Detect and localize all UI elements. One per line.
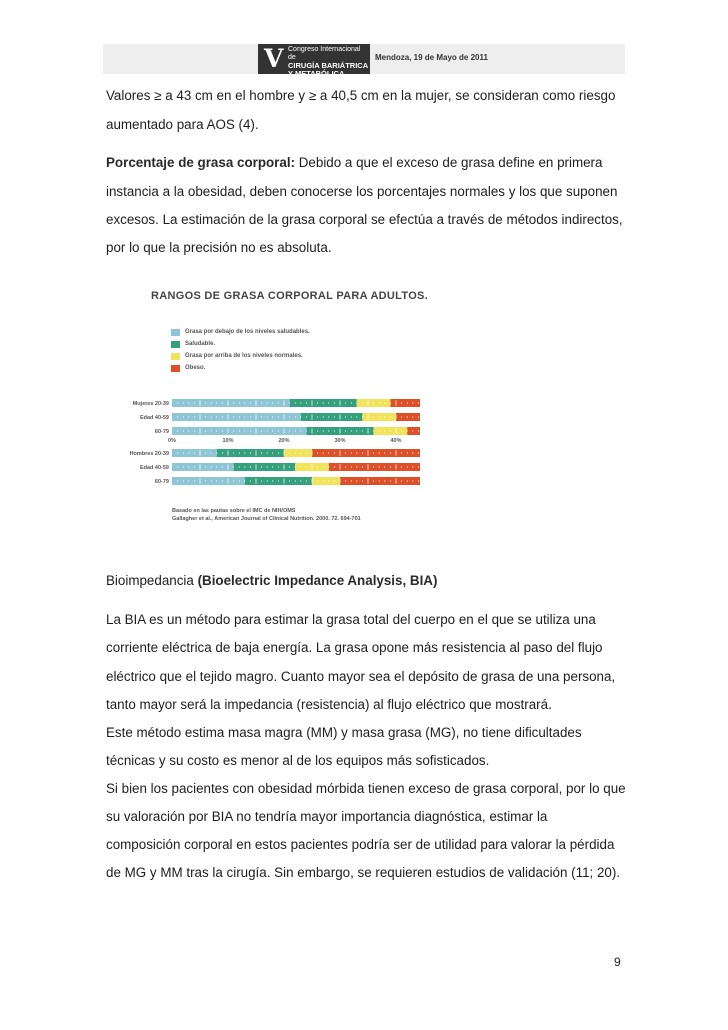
x-tick-label: 20% <box>278 438 290 444</box>
bar-segment <box>390 399 420 407</box>
legend-label: Saludable. <box>185 341 216 347</box>
figure-source-line-2: Gallagher et al., American Journal of Clinical Nutrition. 2000. 72. 694-701 <box>172 516 361 522</box>
row-label: Mujeres 20-39 <box>132 401 169 407</box>
row-label: 60-79 <box>154 429 169 435</box>
legend-swatch <box>171 353 180 360</box>
bar-segment <box>312 449 420 457</box>
bar-segment <box>301 413 363 421</box>
bia-line: de MG y MM tras la cirugía. Sin embargo, se requieren estudios de validación (11; 20). <box>106 865 621 880</box>
bia-line: La BIA es un método para estimar la grasa total del cuerpo en el que se utiliza una <box>106 612 596 627</box>
legend-swatch <box>171 365 180 372</box>
bia-line: composición corporal en estos pacientes podría ser de utilidad para valorar la pérdida <box>106 837 615 852</box>
bia-line: tanto mayor será la impedancia (resistencia) al flujo eléctrico que mostrará. <box>106 697 552 712</box>
row-label: Edad 40-59 <box>139 465 169 471</box>
x-tick-label: 0% <box>168 438 176 444</box>
bia-line: técnicas y su costo es menor al de los equipos más sofisticados. <box>106 753 490 768</box>
fat-paragraph-line-2: instancia a la obesidad, deben conocerse los porcentajes normales y los que suponen <box>106 184 618 199</box>
logo-line-2: CIRUGÍA BARIÁTRICA <box>288 61 369 70</box>
bia-heading-term: Bioimpedancia <box>106 573 194 588</box>
bia-line: Si bien los pacientes con obesidad mórbida tienen exceso de grasa corporal, por lo que <box>106 781 626 796</box>
x-tick-label: 30% <box>334 438 346 444</box>
fat-paragraph-line-4: por lo que la precisión no es absoluta. <box>106 240 332 255</box>
body-fat-figure <box>115 283 429 533</box>
body-fat-range-chart <box>115 395 420 505</box>
page-number: 9 <box>614 955 621 969</box>
bia-line: Este método estima masa magra (MM) y masa grasa (MG), no tiene dificultades <box>106 725 582 740</box>
bar-segment <box>172 463 234 471</box>
bia-heading <box>106 566 437 596</box>
bar-segment <box>340 477 420 485</box>
bia-heading-full: (Bioelectric Impedance Analysis, BIA) <box>193 573 438 588</box>
bar-segment <box>172 413 301 421</box>
legend-swatch <box>171 341 180 348</box>
fat-line-1-rest: Debido a que el exceso de grasa define en primera <box>295 155 603 170</box>
bar-segment <box>329 463 420 471</box>
bar-segment <box>234 463 296 471</box>
legend-label: Grasa por arriba de los niveles normales. <box>185 353 303 359</box>
chart-title: RANGOS DE GRASA CORPORAL PARA ADULTOS. <box>151 290 429 302</box>
figure-source-line-1: Basado en las pautas sobre el IMC de NIH/OMS <box>172 508 296 514</box>
fat-paragraph-line-3: excesos. La estimación de la grasa corporal se efectúa a través de métodos indirectos, <box>106 212 623 227</box>
bia-line: corriente eléctrica de baja energía. La grasa opone más resistencia al paso del flujo <box>106 640 603 655</box>
bia-line: su valoración por BIA no tendría mayor importancia diagnóstica, estimar la <box>106 809 548 824</box>
logo-line-3: Y METABÓLICA <box>288 69 345 78</box>
congress-logo <box>258 44 370 78</box>
bar-segment <box>172 399 290 407</box>
legend-swatch <box>171 329 180 336</box>
row-label: Hombres 20-39 <box>129 451 169 457</box>
bar-segment <box>312 477 340 485</box>
legend-label: Grasa por debajo de los niveles saludables. <box>185 329 310 335</box>
body-line-2: aumentado para AOS (4). <box>106 117 259 132</box>
fat-heading: Porcentaje de grasa corporal: <box>106 155 296 170</box>
bar-segment <box>284 449 312 457</box>
logo-text <box>288 46 370 78</box>
logo-line-1: Congreso Internacional de <box>288 46 361 61</box>
logo-numeral: V <box>264 44 284 73</box>
fat-paragraph-line-1 <box>106 148 602 178</box>
row-label: Edad 40-59 <box>139 415 169 421</box>
x-tick-label: 10% <box>222 438 234 444</box>
row-label: 60-79 <box>154 479 169 485</box>
bar-segment <box>396 413 420 421</box>
x-tick-label: 40% <box>390 438 402 444</box>
bia-line: eléctrico que el tejido magro. Cuanto mayor sea el depósito de grasa de una persona, <box>106 669 616 684</box>
header-date: Mendoza, 19 de Mayo de 2011 <box>375 53 488 62</box>
legend-label: Obeso. <box>185 365 206 371</box>
bar-segment <box>407 427 420 435</box>
body-line-1: Valores ≥ a 43 cm en el hombre y ≥ a 40,5 cm en la mujer, se consideran como riesgo <box>106 88 616 103</box>
